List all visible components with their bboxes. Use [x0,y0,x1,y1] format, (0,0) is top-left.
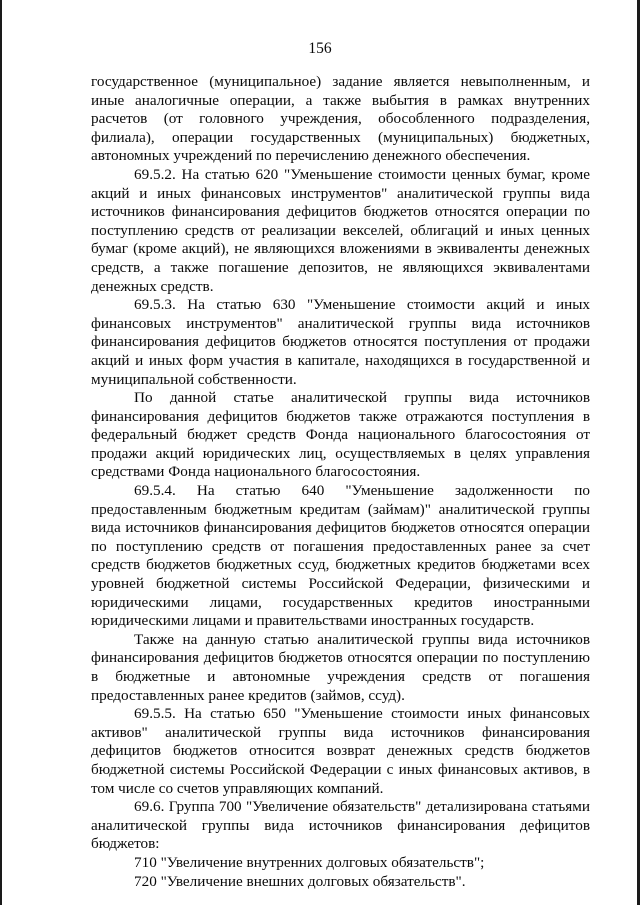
paragraph-institutions-loans: Также на данную статью аналитической группы вида источников финансирования дефицитов бюджетов относятся операции по поступлению в бюджетные и автономные учреждения средств от погашения предоставленных ранее кредитов (займов, ссуд). [91,630,590,704]
page-number: 156 [308,40,332,57]
document-body [91,73,590,891]
paragraph-fund-sales: По данной статье аналитической группы вида источников финансирования дефицитов бюджетов также отражаются поступления в федеральный бюджет средств Фонда национального благосостояния от продажи акций юридических лиц, осуществляемых в целях управления средствами Фонда национального благосостояния. [91,389,590,481]
list-item-710: 710 "Увеличение внутренних долговых обязательств"; [134,853,485,871]
paragraph-69-5-2: 69.5.2. На статью 620 "Уменьшение стоимости ценных бумаг, кроме акций и иных финансовых инструментов" аналитической группы вида источников финансирования дефицитов бюджетов относятся операции по поступлению средств от реализации векселей, облигаций и иных ценных бумаг (кроме акций), не являющихся вложениями в эквиваленты денежных средств, а также погашение депозитов, не являющихся эквивалентами денежных средств. [91,165,590,295]
paragraph-69-5-4: 69.5.4. На статью 640 "Уменьшение задолженности по предоставленным бюджетным кредитам (займам)" аналитической группы вида источников финансирования дефицитов бюджетов относятся операции по поступлению средств от погашения предоставленных ранее за счет средств бюджетов бюджетных ссуд, бюджетных кредитов бюджетами всех уровней бюджетной системы Российской Федерации, физическими и юридическими лицами, государственных кредитов иностранными юридическими лицами и правительствами иностранных государств. [91,482,590,630]
paragraph-69-5-5: 69.5.5. На статью 650 "Уменьшение стоимости иных финансовых активов" аналитической группы вида источников финансирования дефицитов бюджетов относится возврат денежных средств бюджетов бюджетной системы Российской Федерации с иных финансовых активов, в том числе со счетов управляющих компаний. [91,705,590,797]
paragraph-continuation: государственное (муниципальное) задание является невыполненным, и иные аналогичные операции, а также выбытия в рамках внутренних расчетов (от головного учреждения, обособленного подразделения, филиала), операции государственных (муниципальных) бюджетных, автономных учреждений по перечислению денежного обеспечения. [91,73,590,165]
scan-edge-left [0,0,2,905]
paragraph-69-6: 69.6. Группа 700 "Увеличение обязательств" детализирована статьями аналитической группы вида источников финансирования дефицитов бюджетов: [91,798,590,853]
paragraph-69-5-3: 69.5.3. На статью 630 "Уменьшение стоимости акций и иных финансовых инструментов" аналитической группы вида источников финансирования дефицитов бюджетов относятся поступления от продажи акций и иных форм участия в капитале, находящихся в государственной и муниципальной собственности. [91,296,590,388]
list-item-720: 720 "Увеличение внешних долговых обязательств". [134,872,466,890]
